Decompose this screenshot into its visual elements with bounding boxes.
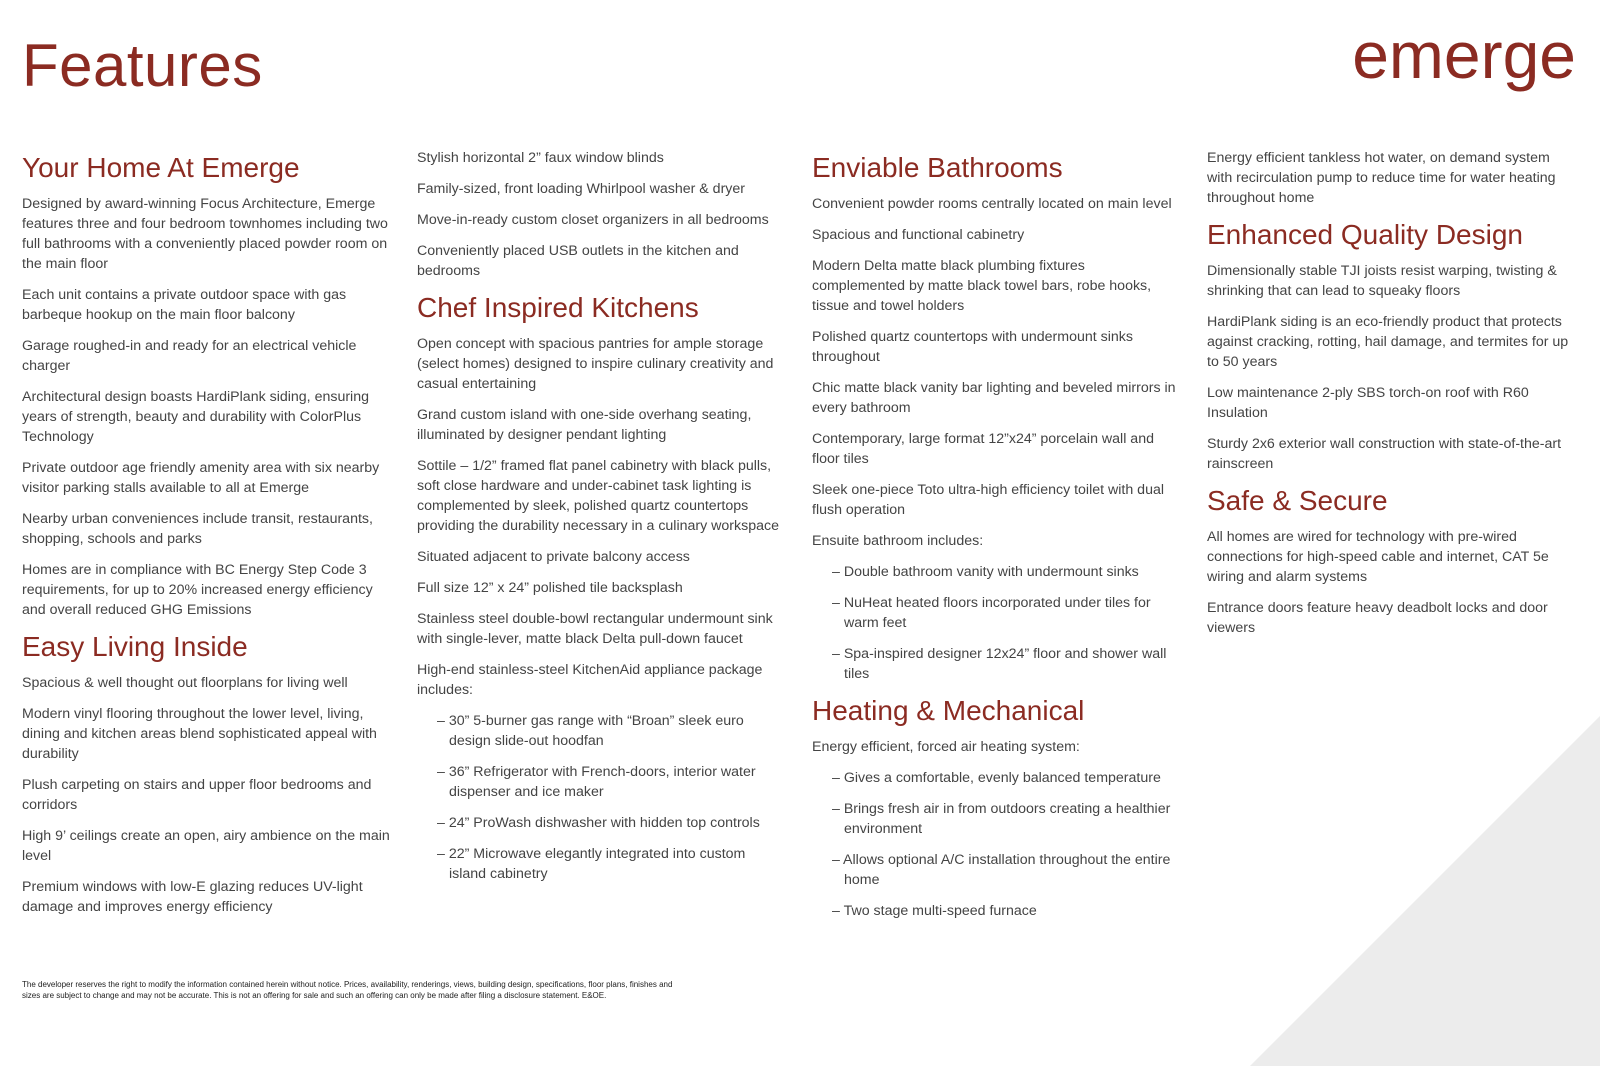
feature-sub-item: – Allows optional A/C installation throughout the entire home xyxy=(832,852,1171,889)
feature-sub-item: – Brings fresh air in from outdoors creating a healthier environment xyxy=(832,801,1171,838)
feature-item: Stylish horizontal 2” faux window blinds xyxy=(417,150,664,166)
feature-item: Architectural design boasts HardiPlank siding, ensuring years of strength, beauty and durability with ColorPlus Technology xyxy=(22,389,369,446)
feature-sub-item: – 36” Refrigerator with French-doors, interior water dispenser and ice maker xyxy=(437,764,756,801)
feature-section xyxy=(417,292,786,884)
feature-item: Contemporary, large format 12”x24” porcelain wall and floor tiles xyxy=(812,431,1154,468)
feature-section xyxy=(1207,219,1576,474)
feature-item: High-end stainless-steel KitchenAid appliance package includes: xyxy=(417,662,763,699)
feature-item: Designed by award-winning Focus Architecture, Emerge features three and four bedroom townhomes including two full bathrooms with a conveniently placed powder room on the main floor xyxy=(22,196,388,273)
feature-sub-item: – NuHeat heated floors incorporated under tiles for warm feet xyxy=(832,595,1151,632)
feature-item: Modern vinyl flooring throughout the lower level, living, dining and kitchen areas blend sophisticated appeal with durability xyxy=(22,706,377,763)
feature-item: Convenient powder rooms centrally located on main level xyxy=(812,196,1172,213)
feature-item: Modern Delta matte black plumbing fixtures complemented by matte black towel bars, robe hooks, tissue and towel holders xyxy=(812,258,1152,315)
feature-item: Nearby urban conveniences include transit, restaurants, shopping, schools and parks xyxy=(22,511,373,548)
feature-section xyxy=(1207,485,1576,638)
section-heading: Chef Inspired Kitchens xyxy=(417,292,699,323)
feature-section xyxy=(417,148,786,281)
feature-section xyxy=(1207,148,1576,208)
section-heading: Heating & Mechanical xyxy=(812,695,1085,727)
feature-item: Garage roughed-in and ready for an electrical vehicle charger xyxy=(22,338,357,375)
feature-sub-item: – 22” Microwave elegantly integrated into custom island cabinetry xyxy=(437,846,746,883)
feature-item: All homes are wired for technology with pre-wired connections for high-speed cable and internet, CAT 5e wiring and alarm systems xyxy=(1207,529,1549,586)
feature-sub-item: – Gives a comfortable, evenly balanced temperature xyxy=(832,770,1161,787)
feature-sub-item: – Double bathroom vanity with undermount sinks xyxy=(832,564,1139,581)
feature-item: Plush carpeting on stairs and upper floor bedrooms and corridors xyxy=(22,777,372,814)
feature-item: Each unit contains a private outdoor space with gas barbeque hookup on the main floor balcony xyxy=(22,287,347,324)
section-heading: Your Home At Emerge xyxy=(22,152,300,183)
feature-section xyxy=(22,631,391,917)
feature-item: Polished quartz countertops with undermount sinks throughout xyxy=(812,329,1133,366)
disclaimer: The developer reserves the right to modify the information contained herein without notice. Prices, availability, renderings, views, building design, specifications, floor plans, finishes and sizes are subject to change and may not be accurate. This is not an offering for sale and such an offering can only be made after filing a disclosure statement. E&OE. xyxy=(22,980,673,1000)
feature-sub-item: – 30” 5-burner gas range with “Broan” sleek euro design slide-out hoodfan xyxy=(437,713,744,750)
feature-item: Entrance doors feature heavy deadbolt locks and door viewers xyxy=(1207,600,1548,637)
emerge-logo: emerge xyxy=(1352,18,1576,92)
feature-item: Chic matte black vanity bar lighting and beveled mirrors in every bathroom xyxy=(812,380,1176,417)
feature-item: Private outdoor age friendly amenity area with six nearby visitor parking stalls available to all at Emerge xyxy=(22,460,380,497)
feature-sub-item: – 24” ProWash dishwasher with hidden top controls xyxy=(437,815,760,832)
feature-sub-item: – Two stage multi-speed furnace xyxy=(832,903,1037,920)
feature-section xyxy=(812,152,1181,684)
feature-item: Homes are in compliance with BC Energy Step Code 3 requirements, for up to 20% increased energy efficiency and overall reduced GHG Emissions xyxy=(22,562,373,619)
feature-item: Move-in-ready custom closet organizers in all bedrooms xyxy=(417,212,769,228)
feature-sub-item: – Spa-inspired designer 12x24” floor and shower wall tiles xyxy=(832,646,1167,683)
feature-item: High 9’ ceilings create an open, airy ambience on the main level xyxy=(22,828,390,865)
section-heading: Enviable Bathrooms xyxy=(812,152,1063,183)
feature-item: Low maintenance 2-ply SBS torch-on roof with R60 Insulation xyxy=(1207,385,1529,422)
feature-item: Stainless steel double-bowl rectangular undermount sink with single-lever, matte black Delta pull-down faucet xyxy=(417,611,773,648)
feature-section xyxy=(22,152,391,620)
feature-item: Spacious and functional cabinetry xyxy=(812,227,1025,244)
feature-item: Spacious & well thought out floorplans for living well xyxy=(22,675,348,692)
feature-item: Energy efficient tankless hot water, on demand system with recirculation pump to reduce time for water heating throughout home xyxy=(1207,150,1556,206)
feature-item: Conveniently placed USB outlets in the kitchen and bedrooms xyxy=(417,243,739,279)
feature-item: Sottile – 1/2” framed flat panel cabinetry with black pulls, soft close hardware and under-cabinet task lighting is complemented by sleek, polished quartz countertops providing the durability necessary in a culinary workspace xyxy=(417,458,779,535)
feature-column-3 xyxy=(812,148,1181,932)
feature-item: Full size 12” x 24” polished tile backsplash xyxy=(417,580,683,597)
feature-item: HardiPlank siding is an eco-friendly product that protects against cracking, rotting, hail damage, and termites for up to 50 years xyxy=(1207,314,1569,371)
feature-item: Open concept with spacious pantries for ample storage (select homes) designed to inspire culinary creativity and casual entertaining xyxy=(417,336,774,393)
feature-column-2 xyxy=(417,148,786,932)
feature-item: Dimensionally stable TJI joists resist warping, twisting & shrinking that can lead to squeaky floors xyxy=(1207,263,1557,300)
section-heading: Safe & Secure xyxy=(1207,485,1388,517)
feature-item: Grand custom island with one-side overhang seating, illuminated by designer pendant lighting xyxy=(417,407,752,444)
page-title: Features xyxy=(22,32,263,99)
feature-item: Ensuite bathroom includes: xyxy=(812,533,984,550)
feature-column-1 xyxy=(22,148,391,932)
feature-column-4 xyxy=(1207,148,1576,932)
feature-item: Energy efficient, forced air heating system: xyxy=(812,739,1080,756)
feature-item: Family-sized, front loading Whirlpool washer & dryer xyxy=(417,181,746,197)
feature-item: Premium windows with low-E glazing reduces UV-light damage and improves energy efficiency xyxy=(22,879,363,916)
section-heading: Easy Living Inside xyxy=(22,631,248,663)
feature-item: Situated adjacent to private balcony access xyxy=(417,549,690,566)
feature-section xyxy=(812,695,1181,921)
section-heading: Enhanced Quality Design xyxy=(1207,219,1523,250)
feature-item: Sleek one-piece Toto ultra-high efficiency toilet with dual flush operation xyxy=(812,482,1165,519)
features-columns xyxy=(22,148,1578,932)
feature-item: Sturdy 2x6 exterior wall construction with state-of-the-art rainscreen xyxy=(1207,436,1562,473)
